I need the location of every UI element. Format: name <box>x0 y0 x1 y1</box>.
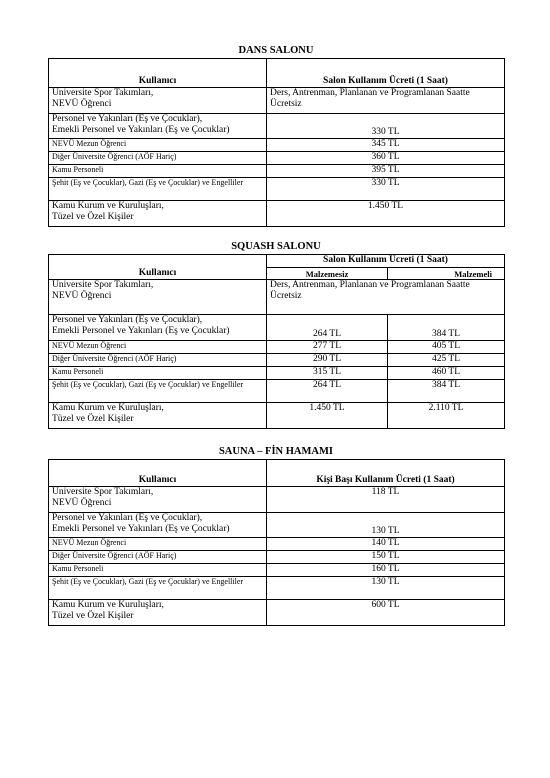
table-row <box>49 513 505 538</box>
fee-without-cell: 264 TL <box>267 315 388 341</box>
user-cell: Şehit (Eş ve Çocuklar), Gazi (Eş ve Çocuklar) ve Engelliler <box>49 577 267 600</box>
user-cell: Diğer Üniversite Öğrenci (AÖF Hariç) <box>49 551 267 564</box>
fee-cell: Ders, Antrenman, Planlanan ve Programlanan Saatte Ücretsiz <box>267 88 505 114</box>
table-row <box>49 354 505 367</box>
user-line: Emekli Personel ve Yakınları (Eş ve Çocuklar) <box>52 125 230 135</box>
user-cell: NEVÜ Mezun Öğrenci <box>49 538 267 551</box>
fee-cell: 395 TL <box>267 165 505 178</box>
user-line: NEVÜ Öğrenci <box>52 498 112 508</box>
table-row <box>49 315 505 341</box>
fee-cell: 330 TL <box>267 178 505 201</box>
user-cell <box>49 403 267 429</box>
column-header-without-equipment: Malzemesiz <box>267 268 388 280</box>
fee-cell: 118 TL <box>267 487 505 513</box>
user-line: Kamu Kurum ve Kuruluşları, <box>52 600 164 610</box>
user-cell: Kamu Personeli <box>49 367 267 380</box>
user-cell <box>49 88 267 114</box>
table-row <box>49 564 505 577</box>
fee-cell: 160 TL <box>267 564 505 577</box>
fee-cell: 360 TL <box>267 152 505 165</box>
user-line: Üniversite Spor Takımları, <box>52 88 154 98</box>
column-header-fee: Salon Kullanım Ücreti (1 Saat) <box>267 255 505 268</box>
table-row <box>49 114 505 139</box>
column-header-user: Kullanıcı <box>49 255 267 280</box>
table-row <box>49 487 505 513</box>
fee-cell: Ders, Antrenman, Planlanan ve Programlanan Saatte Ücretsiz <box>267 280 505 315</box>
user-line: Emekli Personel ve Yakınları (Eş ve Çocuklar) <box>52 326 230 336</box>
user-cell: Şehit (Eş ve Çocuklar), Gazi (Eş ve Çocuklar) ve Engelliler <box>49 380 267 403</box>
fee-cell: 140 TL <box>267 538 505 551</box>
table-row <box>49 577 505 600</box>
fee-with-cell: 405 TL <box>388 341 505 354</box>
user-line: Emekli Personel ve Yakınları (Eş ve Çocuklar) <box>52 524 230 534</box>
user-line: Tüzel ve Özel Kişiler <box>52 212 134 222</box>
table-row <box>49 152 505 165</box>
fee-cell: 330 TL <box>267 114 505 139</box>
table-row <box>49 341 505 354</box>
table-row <box>49 139 505 152</box>
fee-without-cell: 277 TL <box>267 341 388 354</box>
table-header-row <box>49 59 505 88</box>
table-row <box>49 380 505 403</box>
user-cell <box>49 280 267 315</box>
fee-with-cell: 384 TL <box>388 315 505 341</box>
table-row <box>49 88 505 114</box>
user-cell <box>49 114 267 139</box>
user-cell: NEVÜ Mezun Öğrenci <box>49 139 267 152</box>
fee-with-cell: 384 TL <box>388 380 505 403</box>
user-line: Tüzel ve Özel Kişiler <box>52 414 134 424</box>
column-header-fee: Salon Kullanım Ücreti (1 Saat) <box>267 59 505 88</box>
table-header-row <box>49 460 505 487</box>
user-cell: Kamu Personeli <box>49 564 267 577</box>
user-cell: NEVÜ Mezun Öğrenci <box>49 341 267 354</box>
table-row <box>49 165 505 178</box>
sauna-section-title: SAUNA – FİN HAMAMI <box>218 446 334 457</box>
fee-cell: 130 TL <box>267 577 505 600</box>
user-cell <box>49 201 267 227</box>
table-header-row <box>49 255 505 268</box>
fee-cell: 1.450 TL <box>267 201 505 227</box>
table-row <box>49 367 505 380</box>
fee-cell: 150 TL <box>267 551 505 564</box>
user-line: Tüzel ve Özel Kişiler <box>52 611 134 621</box>
user-cell <box>49 600 267 626</box>
user-line: NEVÜ Öğrenci <box>52 99 112 109</box>
user-line: Personel ve Yakınları (Eş ve Çocuklar), <box>52 114 203 124</box>
fee-with-cell: 425 TL <box>388 354 505 367</box>
user-cell: Diğer Üniversite Öğrenci (AÖF Hariç) <box>49 152 267 165</box>
user-line: NEVÜ Öğrenci <box>52 291 112 301</box>
fee-cell: 600 TL <box>267 600 505 626</box>
user-cell: Kamu Personeli <box>49 165 267 178</box>
table-row <box>49 178 505 201</box>
column-header-with-equipment: Malzemeli <box>388 268 505 280</box>
fee-without-cell: 1.450 TL <box>267 403 388 429</box>
table-row <box>49 280 505 315</box>
squash-section-title: SQUASH SALONU <box>231 241 321 252</box>
fee-cell: 345 TL <box>267 139 505 152</box>
sauna-table <box>48 459 505 626</box>
user-cell <box>49 513 267 538</box>
user-line: Personel ve Yakınları (Eş ve Çocuklar), <box>52 513 203 523</box>
table-row <box>49 538 505 551</box>
column-header-user: Kullanıcı <box>49 59 267 88</box>
fee-with-cell: 460 TL <box>388 367 505 380</box>
dans-section-title: DANS SALONU <box>238 45 314 56</box>
fee-without-cell: 290 TL <box>267 354 388 367</box>
user-line: Kamu Kurum ve Kuruluşları, <box>52 403 164 413</box>
dans-table <box>48 58 505 227</box>
column-header-fee: Kişi Başı Kullanım Ücreti (1 Saat) <box>267 460 505 487</box>
fee-cell: 130 TL <box>267 513 505 538</box>
user-line: Üniversite Spor Takımları, <box>52 280 154 290</box>
fee-with-cell: 2.110 TL <box>388 403 505 429</box>
table-row <box>49 201 505 227</box>
user-cell: Şehit (Eş ve Çocuklar), Gazi (Eş ve Çocuklar) ve Engelliler <box>49 178 267 201</box>
user-cell <box>49 487 267 513</box>
user-line: Kamu Kurum ve Kuruluşları, <box>52 201 164 211</box>
fee-without-cell: 315 TL <box>267 367 388 380</box>
user-line: Personel ve Yakınları (Eş ve Çocuklar), <box>52 315 203 325</box>
column-header-user: Kullanıcı <box>49 460 267 487</box>
fee-without-cell: 264 TL <box>267 380 388 403</box>
table-row <box>49 403 505 429</box>
user-cell <box>49 315 267 341</box>
user-cell: Diğer Üniversite Öğrenci (AÖF Hariç) <box>49 354 267 367</box>
squash-table <box>48 254 505 429</box>
table-row <box>49 600 505 626</box>
table-row <box>49 551 505 564</box>
user-line: Üniversite Spor Takımları, <box>52 487 154 497</box>
